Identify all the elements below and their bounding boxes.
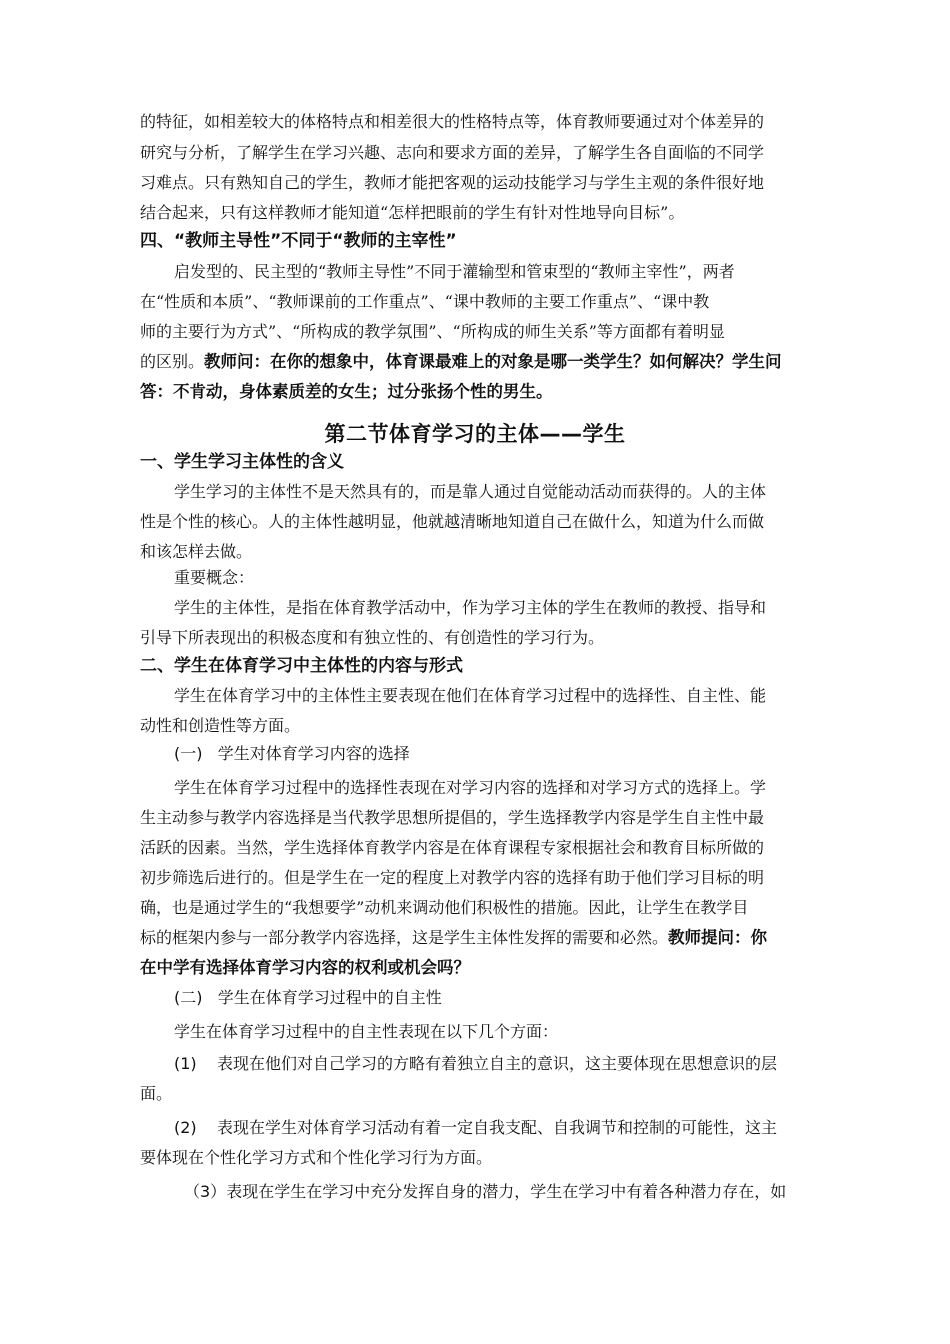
list-item-text: 表现在学生在学习中充分发挥自身的潜力，学生在学习中有着各种潜力存在，如 (226, 1182, 787, 1201)
teacher-question-continued: 在中学有选择体育学习内容的权利或机会吗？ (140, 958, 470, 977)
paragraph-line: 习难点。只有熟知自己的学生，教师才能把客观的运动技能学习与学生主观的条件很好地 (140, 173, 765, 192)
paragraph-line: 学生学习的主体性不是天然具有的，而是靠人通过自觉能动活动而获得的。人的主体 (174, 482, 767, 501)
concept-label: 重要概念： (174, 568, 255, 587)
section-heading: 四、“教师主导性”不同于“教师的主宰性” (140, 231, 457, 251)
teacher-question: 教师问：在你的想象中，体育课最难上的对象是哪一类学生？如何解决？学生问 (204, 352, 782, 371)
list-item-text: 表现在他们对自己学习的方略有着独立自主的意识，这主要体现在思想意识的层 (217, 1054, 778, 1073)
list-item-number: （3） (184, 1182, 227, 1201)
paragraph-line: 学生的主体性，是指在体育教学活动中，作为学习主体的学生在教师的教授、指导和 (174, 598, 767, 617)
paragraph-line: 启发型的、民主型的“教师主导性”不同于灌输型和管束型的“教师主宰性”，两者 (174, 262, 735, 281)
paragraph-line: 研究与分析，了解学生在学习兴趣、志向和要求方面的差异，了解学生各自面临的不同学 (140, 143, 765, 162)
subsection-heading (174, 744, 410, 764)
list-item-number: (2) (174, 1118, 197, 1137)
paragraph-text: 标的框架内参与一部分教学内容选择，这是学生主体性发挥的需要和必然。 (140, 928, 669, 947)
subsection-number: (二) (174, 988, 203, 1007)
paragraph-line: 结合起来，只有这样教师才能知道“怎样把眼前的学生有针对性地导向目标”。 (140, 203, 685, 222)
paragraph-line: 确，也是通过学生的“我想要学”动机来调动他们积极性的措施。因此，让学生在教学目 (140, 898, 749, 917)
list-item (184, 1182, 786, 1202)
paragraph-text: 的区别。 (140, 352, 205, 371)
section-heading: 二、学生在体育学习中主体性的内容与形式 (140, 656, 463, 676)
paragraph-line: 师的主要行为方式”、“所构成的教学氛围”、“所构成的师生关系”等方面都有着明显 (140, 322, 725, 341)
list-item-text: 表现在学生对体育学习活动有着一定自我支配、自我调节和控制的可能性，这主 (217, 1118, 778, 1137)
paragraph-line: 引导下所表现出的积极态度和有独立性的、有创造性的学习行为。 (140, 628, 605, 647)
paragraph-line: 活跃的因素。当然，学生选择体育教学内容是在体育课程专家根据社会和教育目标所做的 (140, 838, 765, 857)
subsection-text: 学生对体育学习内容的选择 (217, 744, 410, 763)
list-item (174, 1054, 777, 1074)
paragraph-line: 的特征，如相差较大的体格特点和相差很大的性格特点等，体育教师要通过对个体差异的 (140, 112, 765, 131)
paragraph-line: 性是个性的核心。人的主体性越明显，他就越清晰地知道自己在做什么，知道为什么而做 (140, 512, 765, 531)
list-item-continued: 面。 (140, 1084, 173, 1103)
section-title: 第二节体育学习的主体——学生 (324, 422, 626, 446)
section-heading: 一、学生学习主体性的含义 (140, 452, 344, 472)
paragraph-line: 学生在体育学习过程中的自主性表现在以下几个方面： (174, 1022, 559, 1041)
paragraph-line: 学生在体育学习过程中的选择性表现在对学习内容的选择和对学习方式的选择上。学 (174, 778, 767, 797)
paragraph-line: 动性和创造性等方面。 (140, 716, 301, 735)
paragraph-line: 初步筛选后进行的。但是学生在一定的程度上对教学内容的选择有助于他们学习目标的明 (140, 868, 765, 887)
paragraph-line: 在“性质和本质”、“教师课前的工作重点”、“课中教师的主要工作重点”、“课中教 (140, 292, 710, 311)
teacher-question: 教师提问：你 (668, 928, 768, 947)
paragraph-line-mixed (140, 352, 782, 372)
list-item (174, 1118, 777, 1138)
list-item-continued: 要体现在个性化学习方式和个性化学习行为方面。 (140, 1148, 493, 1167)
teacher-question-continued: 答：不肯动，身体素质差的女生；过分张扬个性的男生。 (140, 382, 553, 401)
list-item-number: (1) (174, 1054, 197, 1073)
subsection-number: (一) (174, 744, 203, 763)
subsection-text: 学生在体育学习过程中的自主性 (217, 988, 442, 1007)
paragraph-line: 学生在体育学习中的主体性主要表现在他们在体育学习过程中的选择性、自主性、能 (174, 686, 767, 705)
paragraph-line-mixed (140, 928, 767, 948)
subsection-heading (174, 988, 442, 1008)
paragraph-line: 和该怎样去做。 (140, 542, 253, 561)
paragraph-line: 生主动参与教学内容选择是当代教学思想所提倡的，学生选择教学内容是学生自主性中最 (140, 808, 765, 827)
